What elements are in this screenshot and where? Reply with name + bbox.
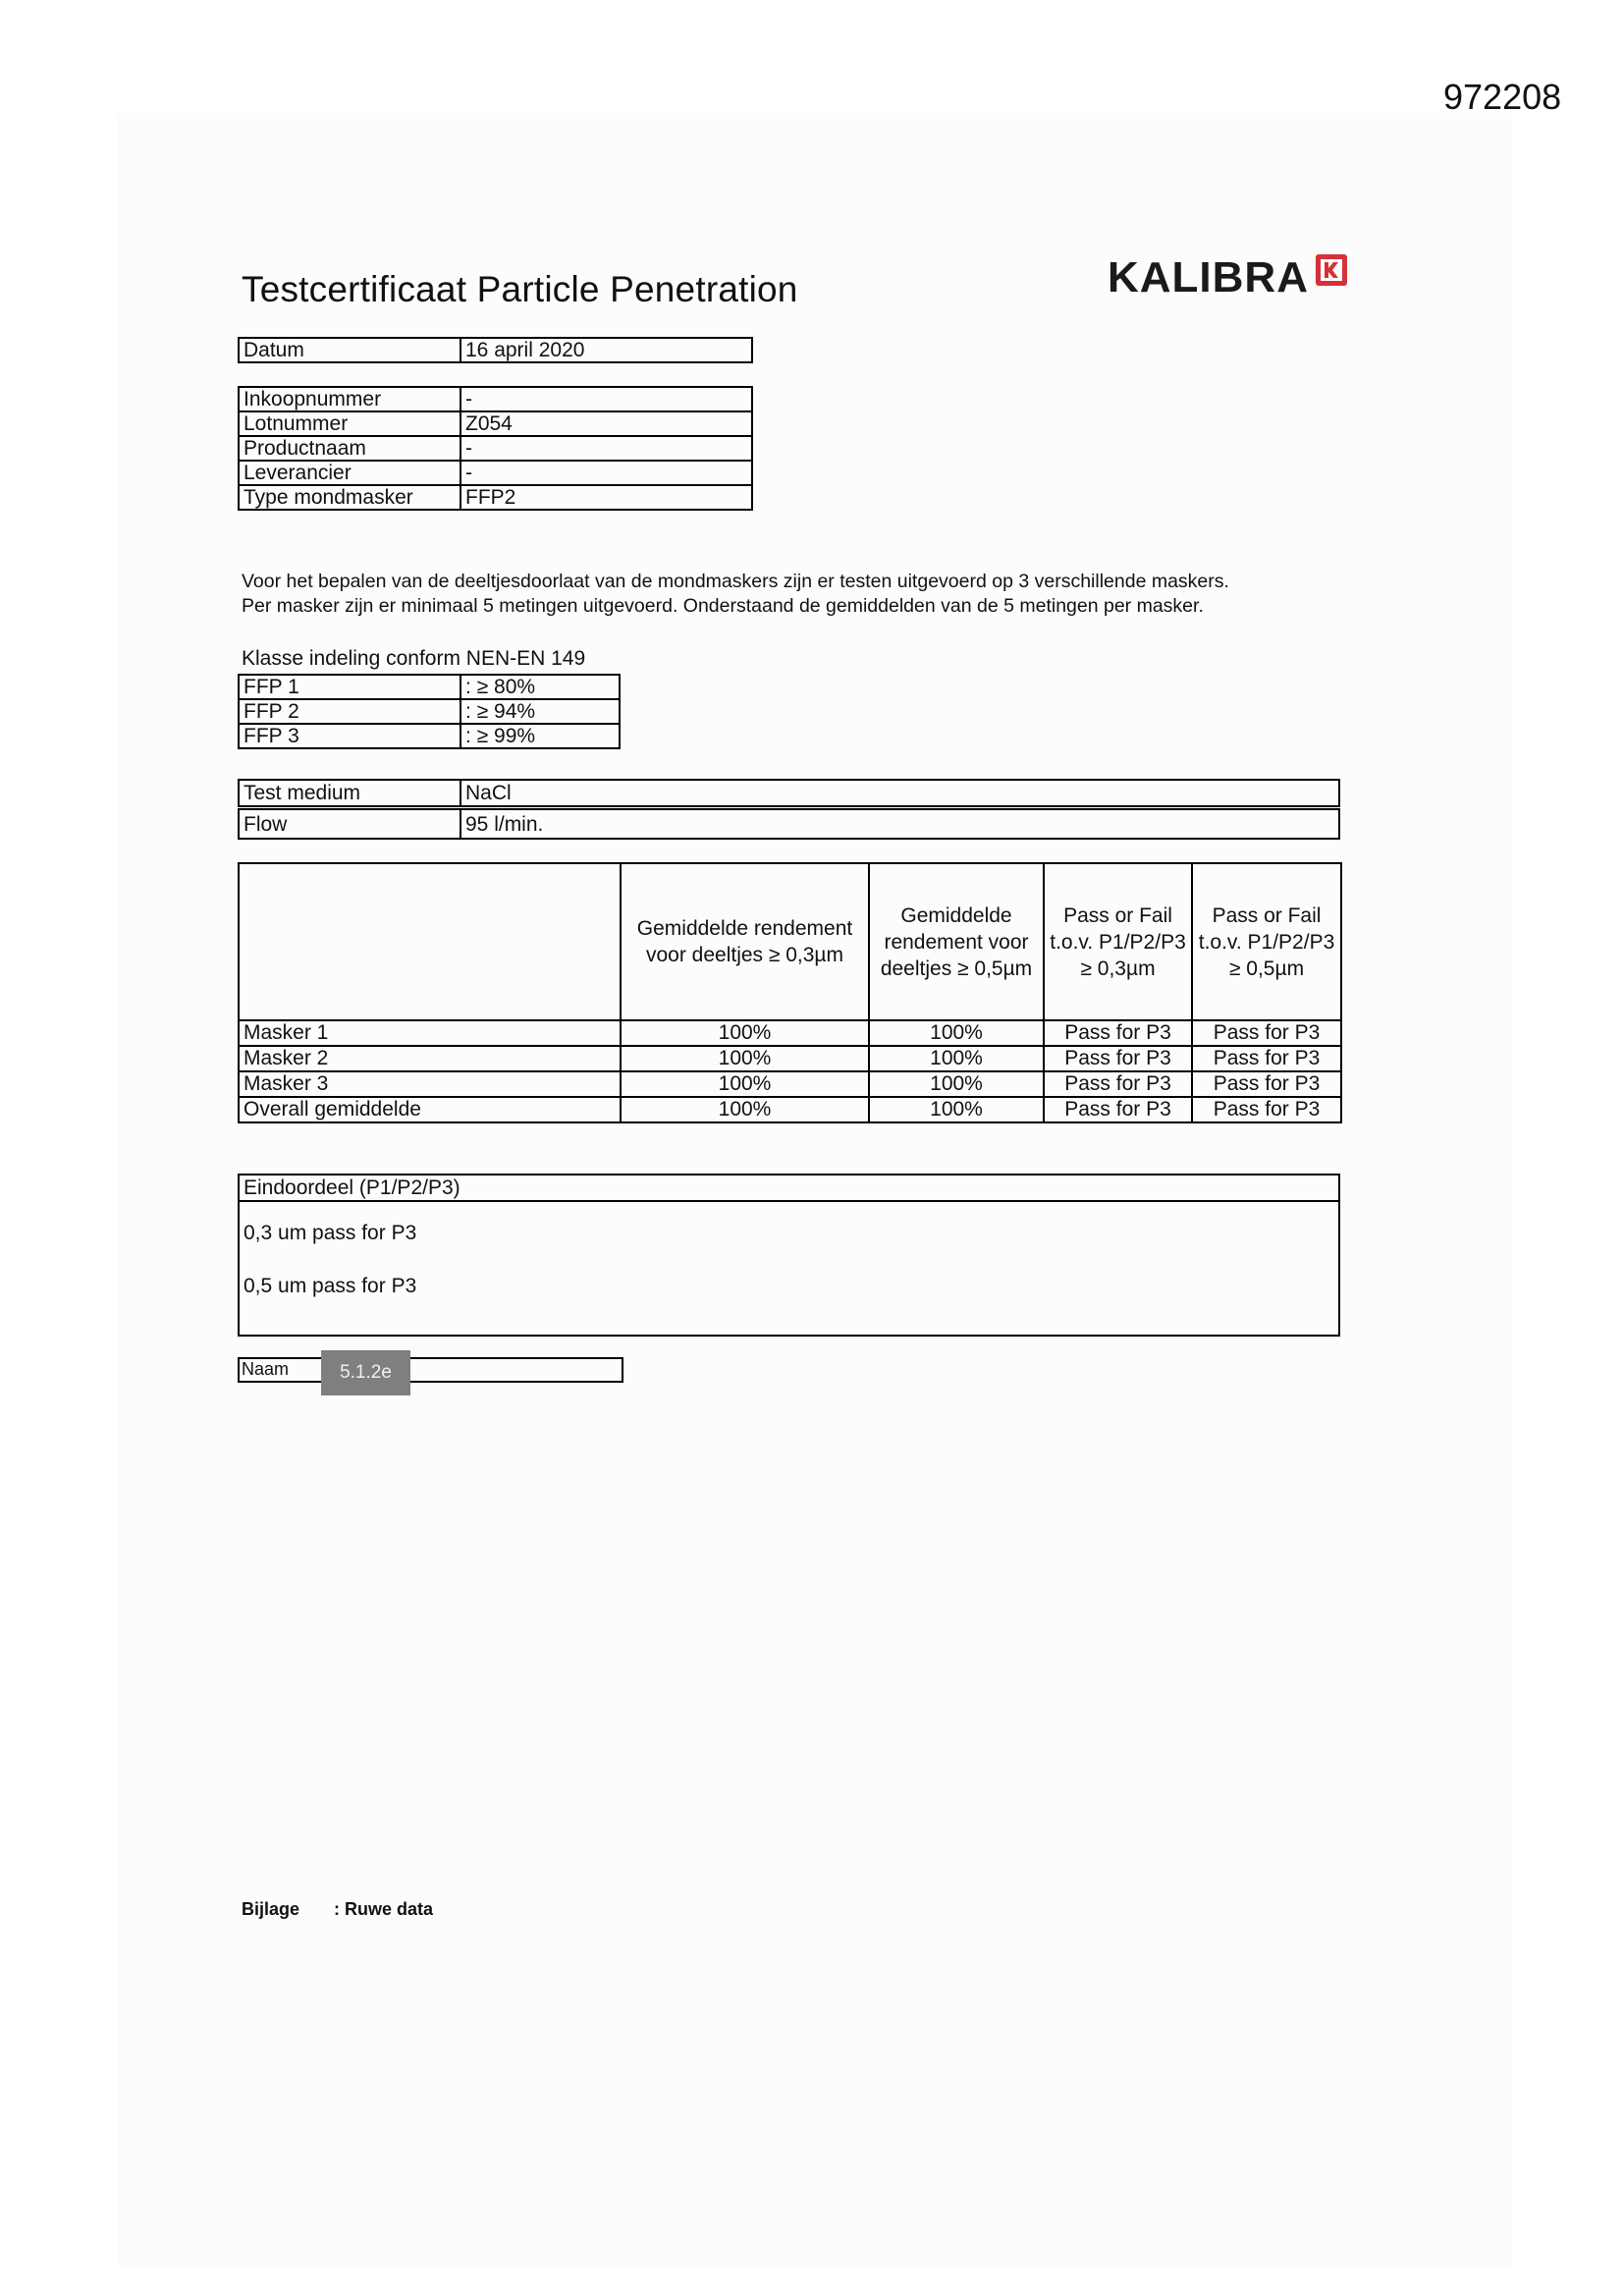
eindoordeel-label: Eindoordeel (P1/P2/P3) bbox=[240, 1175, 1338, 1202]
product-info-table bbox=[238, 386, 753, 511]
header-pass-fail-05: Pass or Fail t.o.v. P1/P2/P3 ≥ 0,5µm bbox=[1192, 863, 1341, 1020]
cell: Pass for P3 bbox=[1192, 1020, 1341, 1046]
productnaam-value: - bbox=[460, 436, 752, 461]
cell: Pass for P3 bbox=[1044, 1097, 1192, 1122]
cell: 100% bbox=[621, 1046, 869, 1071]
klasse-value: : ≥ 94% bbox=[460, 699, 620, 724]
table-row bbox=[239, 724, 620, 748]
cell: 100% bbox=[869, 1097, 1044, 1122]
page-title: Testcertificaat Particle Penetration bbox=[242, 269, 798, 309]
table-row bbox=[239, 1071, 1341, 1097]
klasse-label: FFP 1 bbox=[239, 675, 460, 699]
intro-line: Voor het bepalen van de deeltjesdoorlaat van de mondmaskers zijn er testen uitgevoerd op 3 verschillende maskers. bbox=[242, 571, 1229, 592]
naam-label: Naam bbox=[242, 1359, 290, 1379]
productnaam-label: Productnaam bbox=[239, 436, 460, 461]
klasse-label: FFP 3 bbox=[239, 724, 460, 748]
table-row bbox=[239, 411, 752, 436]
row-label: Masker 3 bbox=[239, 1071, 621, 1097]
leverancier-value: - bbox=[460, 461, 752, 485]
table-row bbox=[239, 1097, 1341, 1122]
eindoordeel-line: 0,3 um pass for P3 bbox=[244, 1222, 417, 1244]
kalibra-logo bbox=[1108, 253, 1348, 302]
inkoopnummer-label: Inkoopnummer bbox=[239, 387, 460, 411]
eindoordeel-box bbox=[238, 1174, 1340, 1337]
klasse-label: FFP 2 bbox=[239, 699, 460, 724]
table-header-row bbox=[239, 863, 1341, 1020]
table-row bbox=[239, 1020, 1341, 1046]
cell: 100% bbox=[869, 1020, 1044, 1046]
header-pass-fail-03: Pass or Fail t.o.v. P1/P2/P3 ≥ 0,3µm bbox=[1044, 863, 1192, 1020]
logo-text: KALIBRA bbox=[1108, 253, 1309, 301]
table-row bbox=[239, 780, 1339, 806]
table-row bbox=[239, 387, 752, 411]
row-label: Masker 1 bbox=[239, 1020, 621, 1046]
row-label: Overall gemiddelde bbox=[239, 1097, 621, 1122]
table-row bbox=[239, 461, 752, 485]
klasse-table bbox=[238, 674, 621, 749]
datum-label: Datum bbox=[239, 338, 460, 362]
bijlage-label: Bijlage bbox=[242, 1899, 300, 1919]
intro-paragraph bbox=[242, 570, 1229, 619]
klasse-value: : ≥ 80% bbox=[460, 675, 620, 699]
datum-value: 16 april 2020 bbox=[460, 338, 752, 362]
klasse-value: : ≥ 99% bbox=[460, 724, 620, 748]
document-number: 972208 bbox=[1443, 77, 1562, 117]
lotnummer-label: Lotnummer bbox=[239, 411, 460, 436]
klasse-title: Klasse indeling conform NEN-EN 149 bbox=[242, 647, 586, 670]
bijlage-value: : Ruwe data bbox=[334, 1899, 434, 1919]
inkoopnummer-value: - bbox=[460, 387, 752, 411]
redaction-block: 5.1.2e bbox=[321, 1350, 410, 1395]
header-rendement-05: Gemiddelde rendement voor deeltjes ≥ 0,5µm bbox=[869, 863, 1044, 1020]
test-medium-table bbox=[238, 779, 1340, 807]
leverancier-label: Leverancier bbox=[239, 461, 460, 485]
naam-field bbox=[238, 1357, 623, 1383]
datum-table bbox=[238, 337, 753, 363]
eindoordeel-line: 0,5 um pass for P3 bbox=[244, 1275, 417, 1297]
cell: 100% bbox=[621, 1020, 869, 1046]
results-table bbox=[238, 862, 1342, 1123]
type-mondmasker-value: FFP2 bbox=[460, 485, 752, 510]
cell: 100% bbox=[621, 1097, 869, 1122]
cell: Pass for P3 bbox=[1192, 1097, 1341, 1122]
cell: Pass for P3 bbox=[1192, 1046, 1341, 1071]
cell: 100% bbox=[869, 1071, 1044, 1097]
table-row bbox=[239, 809, 1339, 839]
cell: 100% bbox=[621, 1071, 869, 1097]
row-label: Masker 2 bbox=[239, 1046, 621, 1071]
intro-line: Per masker zijn er minimaal 5 metingen uitgevoerd. Onderstaand de gemiddelden van de 5 metingen per masker. bbox=[242, 595, 1204, 617]
lotnummer-value: Z054 bbox=[460, 411, 752, 436]
type-mondmasker-label: Type mondmasker bbox=[239, 485, 460, 510]
table-row bbox=[239, 436, 752, 461]
table-row bbox=[239, 699, 620, 724]
test-medium-label: Test medium bbox=[239, 780, 460, 806]
table-row bbox=[239, 1046, 1341, 1071]
cell: Pass for P3 bbox=[1044, 1071, 1192, 1097]
logo-k-icon bbox=[1315, 253, 1348, 287]
table-row bbox=[239, 338, 752, 362]
cell: 100% bbox=[869, 1046, 1044, 1071]
header-rendement-03: Gemiddelde rendement voor deeltjes ≥ 0,3µm bbox=[621, 863, 869, 1020]
cell: Pass for P3 bbox=[1044, 1020, 1192, 1046]
header-empty bbox=[239, 863, 621, 1020]
table-row bbox=[239, 675, 620, 699]
flow-value: 95 l/min. bbox=[460, 809, 1339, 839]
cell: Pass for P3 bbox=[1192, 1071, 1341, 1097]
cell: Pass for P3 bbox=[1044, 1046, 1192, 1071]
flow-label: Flow bbox=[239, 809, 460, 839]
test-medium-value: NaCl bbox=[460, 780, 1339, 806]
flow-table bbox=[238, 808, 1340, 840]
table-row bbox=[239, 485, 752, 510]
